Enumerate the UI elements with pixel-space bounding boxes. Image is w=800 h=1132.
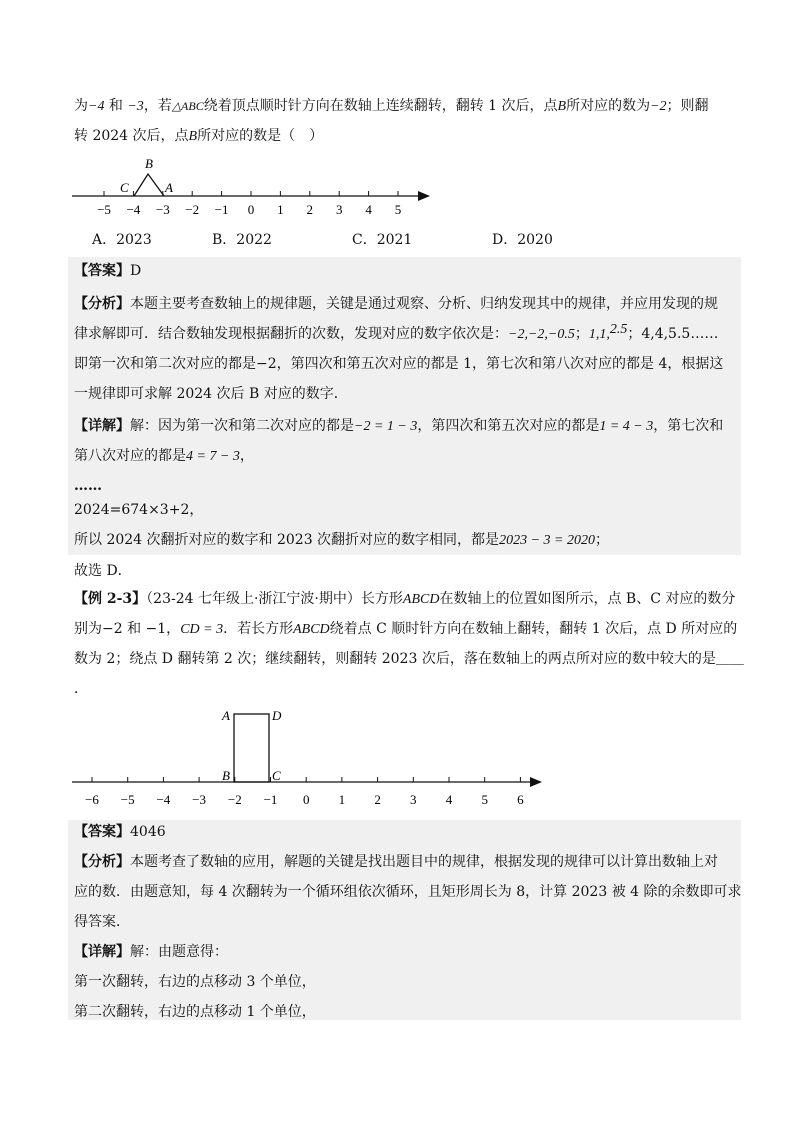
axis-tick-label: −2 (227, 792, 242, 807)
axis-tick-label: 6 (517, 792, 524, 807)
q1-stem-line2: 转 2024 次后，点B所对应的数是（ ） (74, 128, 324, 144)
axis-tick-label: −1 (263, 792, 278, 807)
axis-tick-label: 5 (481, 792, 488, 807)
option-c: C．2021 (352, 232, 413, 248)
axis-tick-label: −4 (156, 792, 171, 807)
q1-analysis-line4: 一规律即可求解 2024 次后 B 对应的数字． (74, 386, 348, 402)
rectangle-abcd (234, 714, 269, 782)
axis-tick-label: −5 (120, 792, 135, 807)
q1-stem-line1: 为−4 和 −3，若△ABC绕着顶点顺时针方向在数轴上连续翻转，翻转 1 次后，点B所对应的数为−2；则翻 (74, 98, 709, 114)
q2-detail-line3: 第二次翻转，右边的点移动 1 个单位， (74, 1004, 316, 1020)
axis-tick-label: 3 (335, 202, 343, 217)
q1-analysis-line2: 律求解即可．结合数轴发现根据翻折的次数，发现对应的数字依次是：−2,−2,−0.5；1,1,2.5；4,4,5.5…… (74, 322, 719, 342)
option-a: A．2023 (92, 232, 152, 248)
q1-number-line-figure (68, 152, 438, 222)
q1-detail-line6: 故选 D． (74, 563, 132, 579)
axis-tick-label: −3 (192, 792, 207, 807)
q1-detail-line1: 【详解】解：因为第一次和第二次对应的都是−2 = 1 − 3，第四次和第五次对应的都是1 = 4 − 3，第七次和 (74, 418, 724, 434)
triangle-abc (134, 174, 164, 196)
label-b: B (222, 768, 230, 783)
axis-tick-label: −3 (155, 202, 170, 217)
q2-stem-line2: 别为−2 和 −1，CD = 3．若长方形ABCD绕着点 C 顺时针方向在数轴上翻转，翻转 1 次后，点 D 所对应的 (74, 621, 738, 637)
label-a: A (222, 708, 230, 723)
axis-tick-label: 4 (365, 202, 372, 217)
axis-tick-label: 0 (302, 792, 310, 807)
axis-tick-label: −2 (185, 202, 200, 217)
q2-analysis-line2: 应的数．由题意知，每 4 次翻转为一个循环组依次循环，且矩形周长为 8，计算 2023 被 4 除的余数即可求 (74, 884, 742, 900)
axis-tick-label: 0 (247, 202, 255, 217)
q1-detail-ellipsis: …… (74, 478, 102, 494)
q1-answer: 【答案】D (74, 263, 142, 279)
label-d: D (272, 708, 282, 723)
axis-tick-label: −5 (97, 202, 111, 217)
axis-tick-label: 3 (410, 792, 417, 807)
q2-analysis-line1: 【分析】本题考查了数轴的应用，解题的关键是找出题目中的规律，根据发现的规律可以计算出数轴上对 (74, 854, 718, 870)
label-c: C (272, 768, 281, 783)
q2-answer: 【答案】4046 (74, 824, 166, 840)
q2-stem-line4: ． (74, 681, 88, 697)
axis-tick-label: −6 (85, 792, 99, 807)
axis-tick-label: −4 (126, 202, 141, 217)
q1-detail-line2: 第八次对应的都是4 = 7 − 3， (74, 448, 254, 464)
axis-tick-label: 1 (277, 202, 284, 217)
axis-tick-label: 5 (394, 202, 402, 217)
q1-detail-line5: 所以 2024 次翻折对应的数字和 2023 次翻折对应的数字相同，都是2023 − 3 = 2020； (74, 532, 609, 548)
axis-tick-label: 4 (445, 792, 453, 807)
q2-detail-line1: 【详解】解：由题意得： (74, 944, 228, 960)
q2-stem-line1: 【例 2-3】（23-24 七年级上·浙江宁波·期中）长方形ABCD在数轴上的位置如图所示，点 B、C 对应的数分 (74, 591, 736, 607)
label-c: C (120, 180, 129, 195)
label-a: A (165, 180, 173, 195)
q2-analysis-line3: 得答案． (74, 914, 130, 930)
q1-analysis-line1: 【分析】本题主要考查数轴上的规律题，关键是通过观察、分析、归纳发现其中的规律，并应用发现的规 (74, 296, 718, 312)
axis-tick-label: 2 (374, 792, 381, 807)
axis-tick-label: 2 (306, 202, 314, 217)
label-b: B (145, 156, 153, 171)
q1-analysis-line3: 即第一次和第二次对应的都是−2，第四次和第五次对应的都是 1，第七次和第八次对应的都是 4，根据这 (74, 356, 724, 372)
q2-number-line-figure (68, 700, 548, 810)
q2-stem-line3: 数为 2；绕点 D 翻转第 2 次；继续翻转，则翻转 2023 次后，落在数轴上的两点所对应的数中较大的是＿＿ (74, 651, 744, 667)
q1-detail-line4: 2024=674×3+2， (74, 502, 204, 518)
q1-axis-ticks (97, 191, 401, 217)
q2-detail-line2: 第一次翻转，右边的点移动 3 个单位， (74, 974, 316, 990)
option-d: D．2020 (492, 232, 553, 248)
axis-tick-label: −1 (214, 202, 229, 217)
option-b: B．2022 (212, 232, 272, 248)
axis-tick-label: 1 (338, 792, 346, 807)
